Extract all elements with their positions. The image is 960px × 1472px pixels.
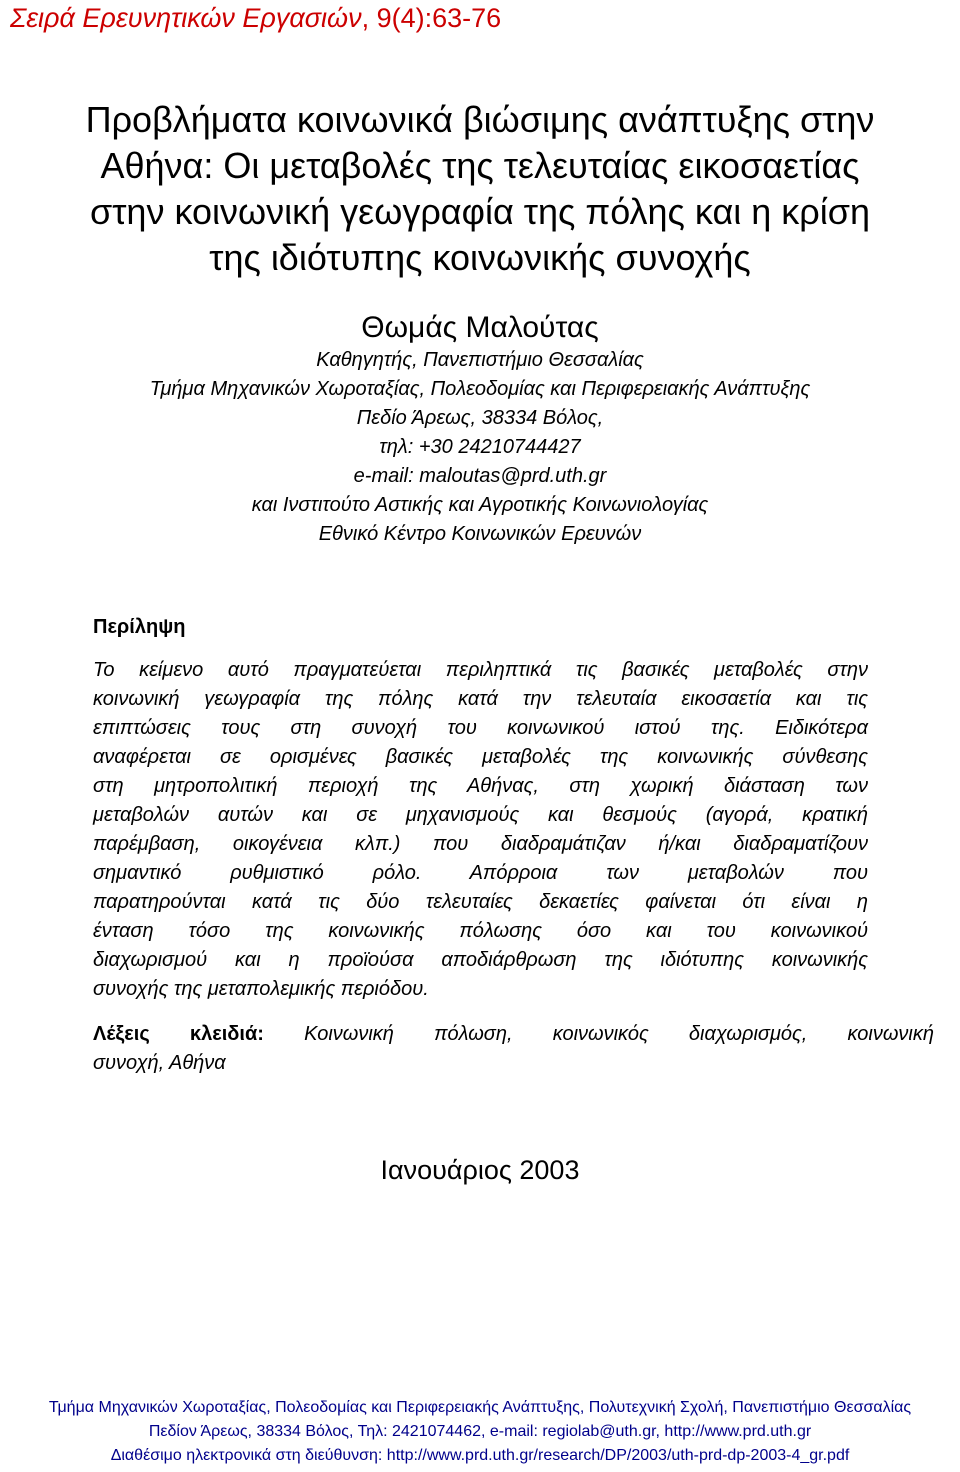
keywords-text: Κοινωνική πόλωση, κοινωνικός διαχωρισμός, κοινωνική (304, 1023, 934, 1045)
affiliation-line: τηλ: +30 24210744427 (379, 436, 581, 458)
keywords-line (93, 1049, 934, 1078)
title-line: στην κοινωνική γεωγραφία της πόλης και η κρίση (89, 191, 871, 232)
affiliation-line: Εθνικό Κέντρο Κοινωνικών Ερευνών (318, 523, 642, 545)
series-header (10, 3, 501, 34)
abstract-line: συνοχής της μεταπολεμικής περιόδου. (93, 978, 429, 1000)
title-line: Προβλήματα κοινωνικά βιώσιμης ανάπτυξης στην (85, 99, 875, 140)
footer-line: Τμήμα Μηχανικών Χωροταξίας, Πολεοδομίας και Περιφερειακής Ανάπτυξης, Πολυτεχνική Σχολή, Πανεπιστήμιο Θεσσαλίας (48, 1399, 912, 1416)
title-line: Αθήνα: Οι μεταβολές της τελευταίας εικοσαετίας (100, 145, 860, 186)
keywords-label: Λέξεις κλειδιά: (93, 1023, 264, 1045)
abstract-line: ένταση τόσο της κοινωνικής πόλωσης όσο και του κοινωνικού (93, 920, 868, 942)
abstract-line: μεταβολών αυτών και σε μηχανισμούς και θεσμούς (αγορά, κρατική (93, 804, 868, 826)
footer-line: Πεδίον Άρεως, 38334 Βόλος, Τηλ: 2421074462, e-mail: regiolab@uth.gr, http://www.prd.uth.gr (148, 1423, 812, 1440)
abstract-line: επιπτώσεις τους στη συνοχή του κοινωνικού ιστού της. Ειδικότερα (93, 717, 868, 739)
publication-date: Ιανουάριος 2003 (380, 1155, 580, 1185)
abstract-line: παρατηρούνται κατά τις δύο τελευταίες δεκαετίες φαίνεται ότι είναι η (93, 891, 868, 913)
abstract-text (93, 656, 868, 1004)
footer (0, 1396, 960, 1468)
author-affiliation (0, 346, 960, 549)
series-issue: , 9(4):63-76 (361, 3, 502, 33)
keywords-text: συνοχή, Αθήνα (93, 1052, 226, 1074)
paper-title (0, 97, 960, 281)
affiliation-line: και Ινστιτούτο Αστικής και Αγροτικής Κοινωνιολογίας (251, 494, 709, 516)
abstract-line: κοινωνική γεωγραφία της πόλης κατά την τελευταία εικοσαετία και τις (93, 688, 868, 710)
abstract-line: διαχωρισμού και η προϊούσα αποδιάρθρωση της ιδιότυπης κοινωνικής (93, 949, 868, 971)
author-email: e-mail: maloutas@prd.uth.gr (353, 465, 607, 487)
affiliation-line: Πεδίο Άρεως, 38334 Βόλος, (356, 407, 604, 429)
abstract-line: αναφέρεται σε ορισμένες βασικές μεταβολές της κοινωνικής σύνθεσης (93, 746, 868, 768)
keywords (93, 1020, 934, 1078)
abstract-line: στη μητροπολιτική περιοχή της Αθήνας, στη χωρική διάσταση των (93, 775, 868, 797)
keywords-line (93, 1020, 934, 1049)
author-name: Θωμάς Μαλούτας (361, 311, 599, 344)
footer-link[interactable]: Διαθέσιμο ηλεκτρονικά στη διεύθυνση: http://www.prd.uth.gr/research/DP/2003/uth-prd-dp-2003-4_gr.pdf (110, 1447, 850, 1464)
abstract-line: παρέμβαση, οικογένεια κλπ.) που διαδραμάτιζαν ή/και διαδραματίζουν (93, 833, 868, 855)
abstract-heading: Περίληψη (93, 616, 186, 638)
title-line: της ιδιότυπης κοινωνικής συνοχής (209, 237, 751, 278)
abstract-line: σημαντικό ρυθμιστικό ρόλο. Απόρροια των μεταβολών που (93, 862, 868, 884)
affiliation-line: Καθηγητής, Πανεπιστήμιο Θεσσαλίας (316, 349, 644, 371)
series-name: Σειρά Ερευνητικών Εργασιών (10, 3, 362, 33)
affiliation-line: Τμήμα Μηχανικών Χωροταξίας, Πολεοδομίας και Περιφερειακής Ανάπτυξης (149, 378, 811, 400)
abstract-line: Το κείμενο αυτό πραγματεύεται περιληπτικά τις βασικές μεταβολές στην (93, 659, 868, 681)
